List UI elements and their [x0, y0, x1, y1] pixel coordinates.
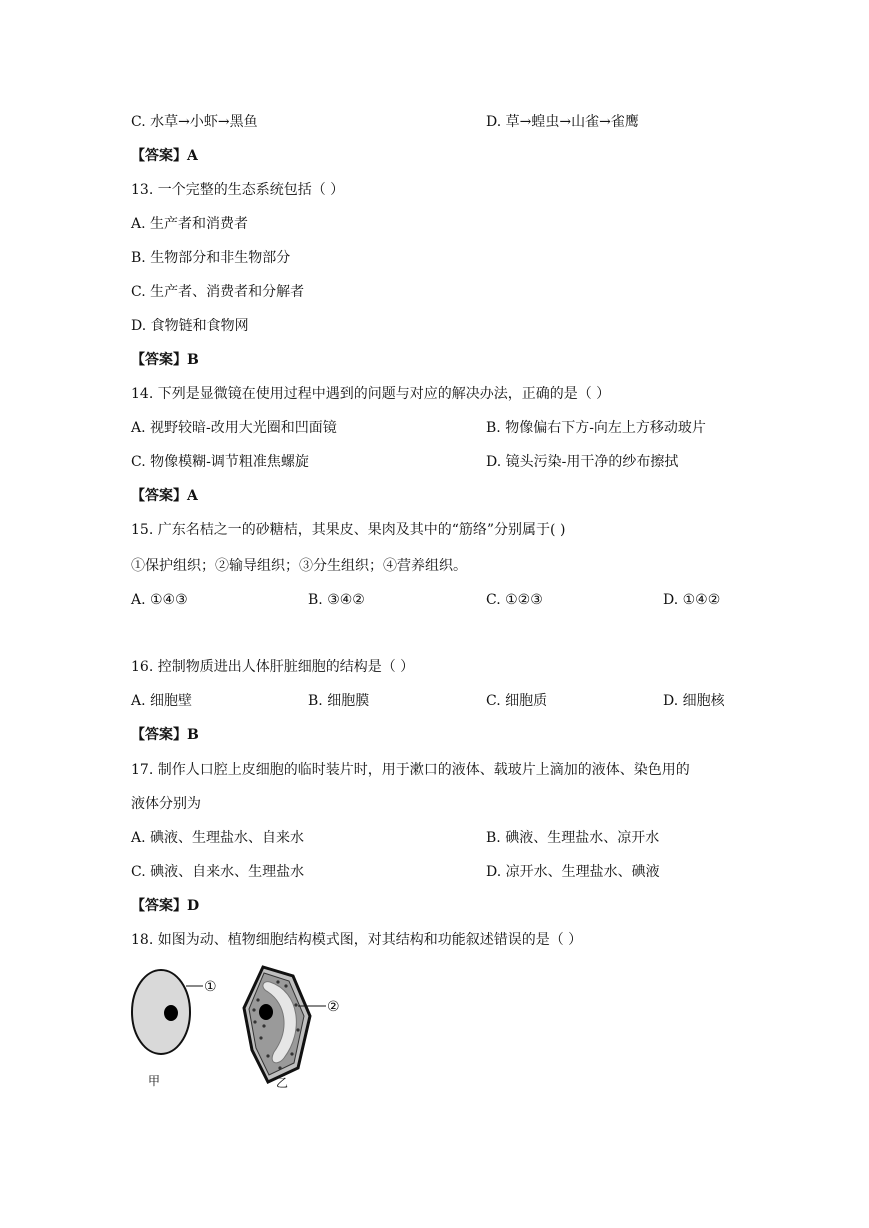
q17-option-a: A. 碘液、生理盐水、自来水: [131, 830, 305, 846]
q12-option-c: C. 水草→小虾→黑鱼: [131, 114, 258, 130]
label-1: ①: [204, 979, 217, 995]
q17-option-d: D. 凉开水、生理盐水、碘液: [486, 864, 660, 880]
q17-option-b: B. 碘液、生理盐水、凉开水: [486, 830, 660, 846]
q12-answer: 【答案】A: [131, 148, 198, 164]
caption-jia: 甲: [148, 1074, 161, 1088]
q13-option-b: B. 生物部分和非生物部分: [131, 250, 291, 266]
plant-cell-nucleus: [259, 1004, 273, 1020]
q15-note: ①保护组织；②输导组织；③分生组织；④营养组织。: [131, 558, 467, 574]
q17-stem-line1: 17. 制作人口腔上皮细胞的临时装片时，用于漱口的液体、载玻片上滴加的液体、染色用的: [131, 762, 690, 778]
q14-option-c: C. 物像模糊-调节粗准焦螺旋: [131, 454, 309, 470]
q14-option-b: B. 物像偏右下方-向左上方移动玻片: [486, 420, 706, 436]
q14-answer: 【答案】A: [131, 488, 198, 504]
q18-stem: 18. 如图为动、植物细胞结构模式图，对其结构和功能叙述错误的是（ ）: [131, 932, 583, 948]
q14-stem: 14. 下列是显微镜在使用过程中遇到的问题与对应的解决办法，正确的是（ ）: [131, 386, 611, 402]
q17-answer: 【答案】D: [131, 898, 200, 914]
caption-yi: 乙: [276, 1076, 289, 1090]
q13-stem: 13. 一个完整的生态系统包括（ ）: [131, 182, 345, 198]
q14-option-d: D. 镜头污染-用干净的纱布擦拭: [486, 454, 679, 470]
animal-cell-membrane: [132, 970, 190, 1054]
cell-diagram-figure: [128, 960, 348, 1090]
q16-option-c: C. 细胞质: [486, 693, 548, 709]
q13-option-c: C. 生产者、消费者和分解者: [131, 284, 305, 300]
q14-option-a: A. 视野较暗-改用大光圈和凹面镜: [131, 420, 337, 436]
q16-option-a: A. 细胞壁: [131, 693, 193, 709]
q16-answer: 【答案】B: [131, 727, 199, 743]
q15-option-d: D. ①④②: [663, 592, 721, 608]
q17-stem-line2: 液体分别为: [131, 796, 201, 812]
label-2: ②: [327, 999, 340, 1015]
q17-option-c: C. 碘液、自来水、生理盐水: [131, 864, 305, 880]
q15-option-a: A. ①④③: [131, 592, 188, 608]
q15-stem: 15. 广东名桔之一的砂糖桔，其果皮、果肉及其中的“筋络”分别属于( ): [131, 522, 566, 538]
q13-option-a: A. 生产者和消费者: [131, 216, 249, 232]
q15-option-b: B. ③④②: [308, 592, 365, 608]
q13-option-d: D. 食物链和食物网: [131, 318, 249, 334]
animal-cell-nucleus: [164, 1005, 178, 1021]
q12-option-d: D. 草→蝗虫→山雀→雀鹰: [486, 114, 639, 130]
q15-option-c: C. ①②③: [486, 592, 543, 608]
q16-option-d: D. 细胞核: [663, 693, 725, 709]
q13-answer: 【答案】B: [131, 352, 199, 368]
q16-option-b: B. 细胞膜: [308, 693, 370, 709]
q16-stem: 16. 控制物质进出人体肝脏细胞的结构是（ ）: [131, 659, 415, 675]
